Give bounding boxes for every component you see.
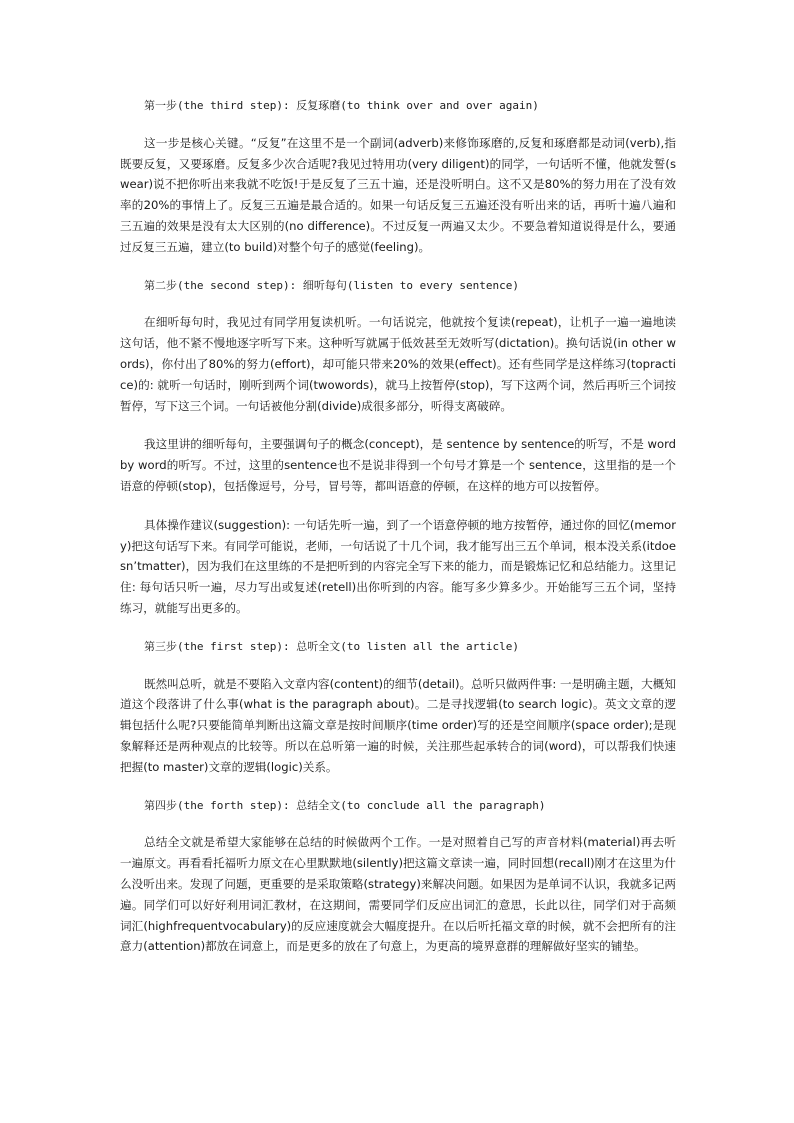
document-page — [120, 96, 676, 957]
section-heading-step-4: 第四步(the forth step): 总结全文(to conclude all the paragraph) — [144, 798, 546, 812]
paragraph: 我这里讲的细听每句，主要强调句子的概念(concept)，是 sentence by sentence的听写，不是 word by word的听写。不过，这里的sentence也不是说非得到一个句号才算是一个 sentence，这里指的是一个语意的停顿(stop)，包括像逗号，分号，冒号等，都叫语意的停顿，在这样的地方可以按暂停。 — [120, 437, 676, 493]
paragraph: 总结全文就是希望大家能够在总结的时候做两个工作。一是对照着自己写的声音材料(material)再去听一遍原文。再看看托福听力原文在心里默默地(silently)把这篇文章读一遍，同时回想(recall)刚才在这里为什么没听出来。发现了问题，更重要的是采取策略(strategy)来解决问题。如果因为是单词不认识，我就多记两遍。同学们可以好好利用词汇教材，在这期间，需要同学们反应出词汇的意思，长此以往，同学们对于高频词汇(highfrequentvocabulary)的反应速度就会大幅度提升。在以后听托福文章的时候，就不会把所有的注意力(attention)都放在词意上，而是更多的放在了句意上，为更高的境界意群的理解做好坚实的铺垫。 — [120, 835, 676, 954]
paragraph: 在细听每句时，我见过有同学用复读机听。一句话说完，他就按个复读(repeat)，让机子一遍一遍地读这句话，他不紧不慢地逐字听写下来。这种听写就属于低效甚至无效听写(dictation)。换句话说(in other words)，你付出了80%的努力(effort)，却可能只带来20%的效果(effect)。还有些同学是这样练习(topractice)的: 就听一句话时，刚听到两个词(twowords)，就马上按暂停(stop)，写下这两个词，然后再听三个词按暂停，写下这三个词。一句话被他分割(divide)成很多部分，听得支离破碎。 — [120, 315, 676, 413]
section-heading-step-2: 第二步(the second step): 细听每句(listen to every sentence) — [144, 278, 520, 292]
section-heading-step-1: 第一步(the third step): 反复琢磨(to think over and over again) — [144, 99, 539, 112]
paragraph: 具体操作建议(suggestion): 一句话先听一遍，到了一个语意停顿的地方按暂停，通过你的回忆(memory)把这句话写下来。有同学可能说，老师，一句话说了十几个词，我才能写出三五个单词，根本没关系(itdoesn’tmatter)，因为我们在这里练的不是把听到的内容完全写下来的能力，而是锻炼记忆和总结能力。这里记住: 每句话只听一遍，尽力写出或复述(retell)出你听到的内容。能写多少算多少。开始能写三五个词，坚持练习，就能写出更多的。 — [120, 517, 677, 615]
section-heading-step-3: 第三步(the first step): 总听全文(to listen all the article) — [144, 639, 520, 653]
paragraph: 既然叫总听，就是不要陷入文章内容(content)的细节(detail)。总听只做两件事: 一是明确主题，大概知道这个段落讲了什么事(what is the paragraph about)。二是寻找逻辑(to search logic)。英文文章的逻辑包括什么呢?只要能简单判断出这篇文章是按时间顺序(time order)写的还是空间顺序(space order);是现象解释还是两种观点的比较等。所以在总听第一遍的时候，关注那些起承转合的词(word)，可以帮我们快速把握(to master)文章的逻辑(logic)关系。 — [120, 676, 676, 774]
paragraph: 这一步是核心关键。“反复”在这里不是一个副词(adverb)来修饰琢磨的,反复和琢磨都是动词(verb),指既要反复，又要琢磨。反复多少次合适呢?我见过特用功(very diligent)的同学，一句话听不懂，他就发誓(swear)说不把你听出来我就不吃饭!于是反复了三五十遍，还是没听明白。这不又是80%的努力用在了没有效率的20%的事情上了。反复三五遍是最合适的。如果一句话反复三五遍还没有听出来的话，再听十遍八遍和三五遍的效果是没有太大区别的(no difference)。不过反复一两遍又太少。不要急着知道说得是什么，要通过反复三五遍，建立(to build)对整个句子的感觉(feeling)。 — [120, 135, 676, 254]
